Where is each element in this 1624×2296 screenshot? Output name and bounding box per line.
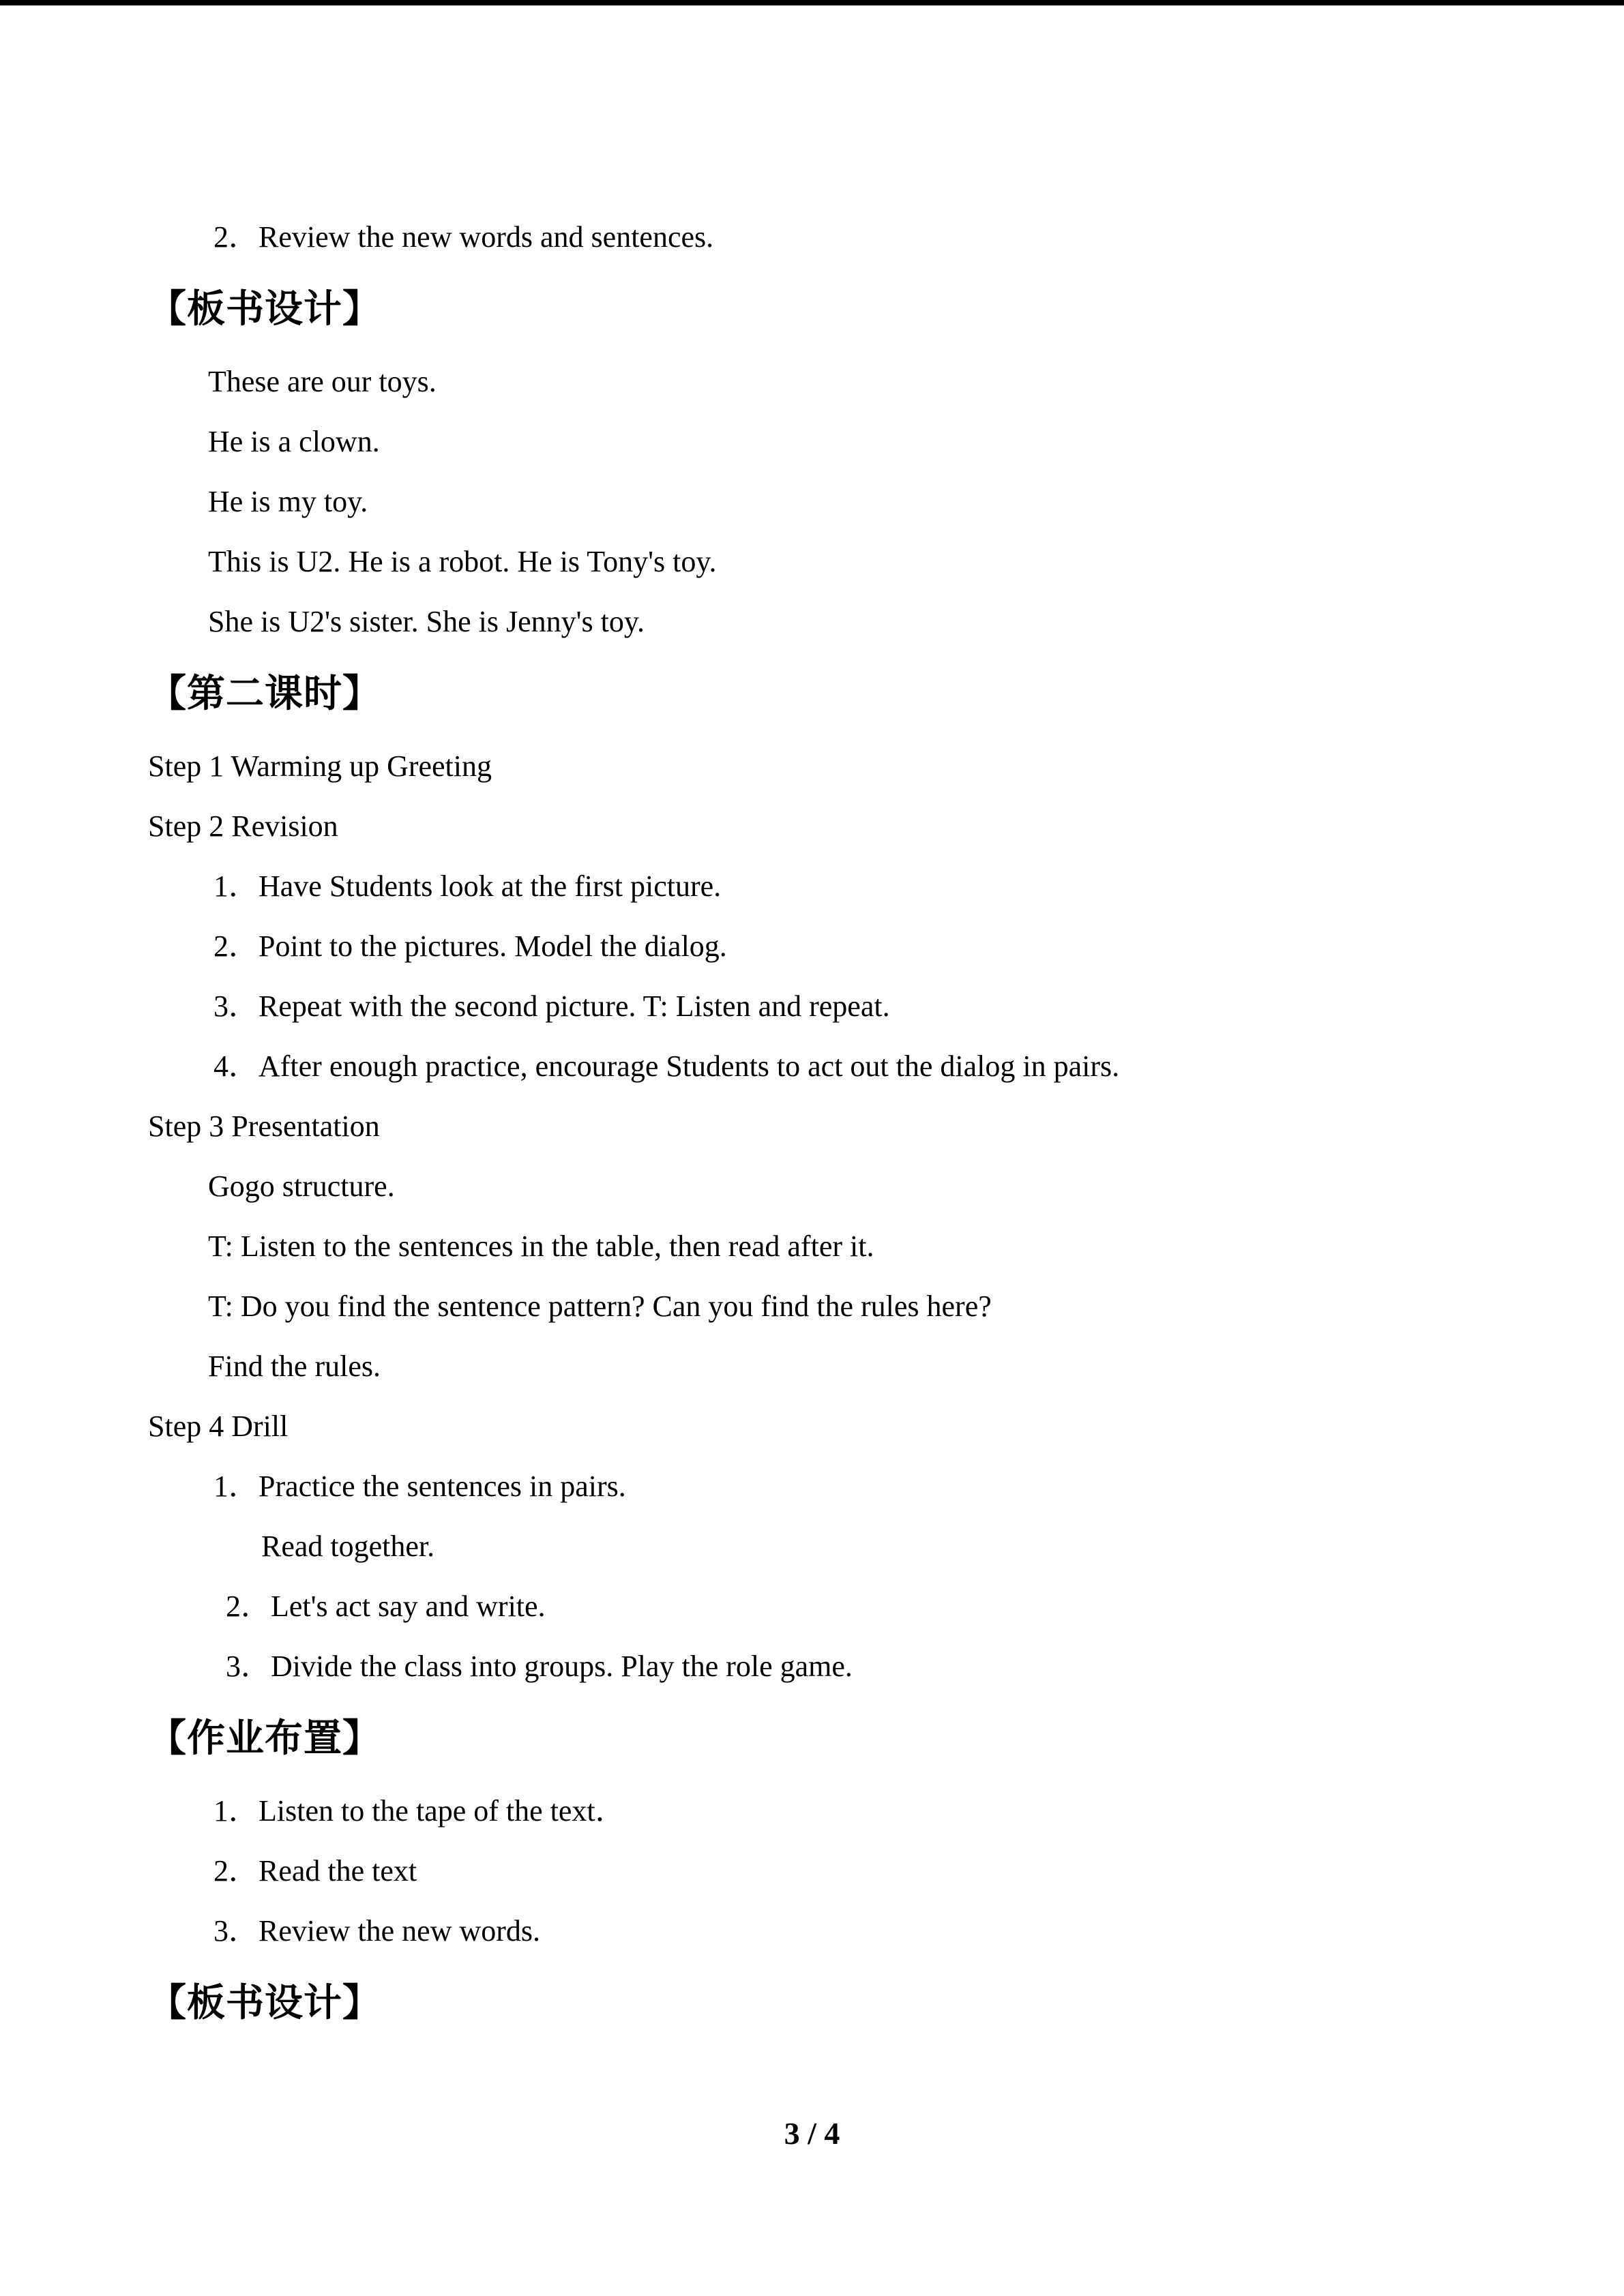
section-heading: 【板书设计】 xyxy=(148,1981,381,2025)
paragraph-line: Step 2 Revision xyxy=(148,809,338,843)
paragraph-line: 1．Listen to the tape of the text． xyxy=(213,1794,625,1828)
paragraph-line: These are our toys. xyxy=(208,365,437,398)
paragraph-line: 2．Review the new words and sentences. xyxy=(213,220,714,254)
footer-page-number: 3 / 4 xyxy=(784,2116,840,2151)
section-heading: 【板书设计】 xyxy=(148,287,381,331)
paragraph-line: T: Do you find the sentence pattern? Can you find the rules here? xyxy=(208,1289,992,1323)
paragraph-line: 2．Point to the pictures. Model the dialog. xyxy=(213,929,727,963)
paragraph-line: Step 3 Presentation xyxy=(148,1109,380,1143)
paragraph-line: T: Listen to the sentences in the table, then read after it. xyxy=(208,1229,874,1263)
section-heading: 【作业布置】 xyxy=(148,1716,381,1761)
paragraph-line: Find the rules. xyxy=(208,1350,381,1383)
paragraph-line: 4．After enough practice, encourage Students to act out the dialog in pairs. xyxy=(213,1049,1120,1083)
paragraph-line: Step 1 Warming up Greeting xyxy=(148,749,492,783)
paragraph-line: Step 4 Drill xyxy=(148,1410,289,1443)
section-heading: 【第二课时】 xyxy=(148,672,381,716)
paragraph-line: She is U2's sister. She is Jenny's toy. xyxy=(208,605,645,638)
paragraph-line: 2．Let's act say and write. xyxy=(226,1590,546,1623)
page-footer xyxy=(0,2104,1624,2164)
paragraph-line: 1．Practice the sentences in pairs. xyxy=(213,1470,626,1503)
paragraph-line: 3．Review the new words. xyxy=(213,1914,541,1948)
paragraph-line: He is my toy. xyxy=(208,485,368,518)
paragraph-line: 3．Repeat with the second picture. T: Listen and repeat. xyxy=(213,989,890,1023)
paragraph-line: Read together. xyxy=(261,1530,435,1563)
paragraph-line: 1．Have Students look at the first picture. xyxy=(213,869,722,903)
paragraph-line: 2．Read the text xyxy=(213,1854,417,1888)
paragraph-line: Gogo structure. xyxy=(208,1169,395,1203)
paragraph-line: 3．Divide the class into groups. Play the role game. xyxy=(226,1650,853,1683)
paragraph-line: He is a clown. xyxy=(208,425,380,458)
paragraph-line: This is U2. He is a robot. He is Tony's toy. xyxy=(208,545,717,578)
